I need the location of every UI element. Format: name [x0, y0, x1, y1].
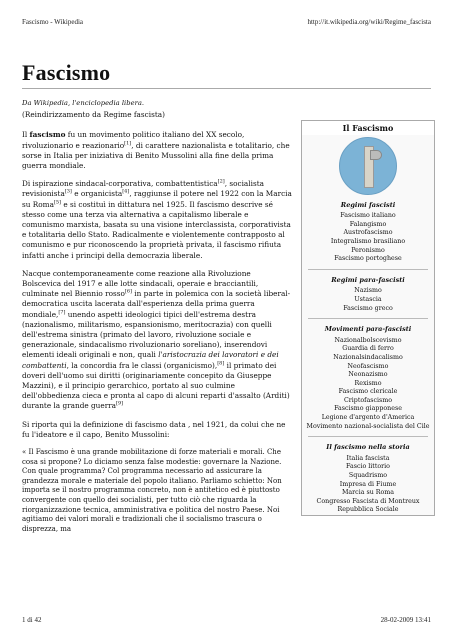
infobox-link[interactable]: Ustascia [354, 295, 382, 303]
citation-link[interactable]: [1] [124, 140, 132, 147]
citation-link[interactable]: [7] [58, 309, 66, 316]
infobox [301, 120, 435, 516]
infobox-link[interactable]: Criptofascismo [343, 396, 393, 404]
print-timestamp: 28-02-2009 13:41 [380, 616, 431, 624]
italic-phrase: l'aristocrazia dei lavoratori e dei combattenti [22, 350, 279, 370]
infobox-link[interactable]: Nazionalsindacalismo [333, 353, 403, 361]
citation-link[interactable]: [6] [124, 288, 132, 295]
citation-link[interactable]: [3] [64, 189, 72, 195]
title-divider [22, 88, 431, 89]
infobox-link[interactable]: Fascismo portoghese [334, 255, 402, 263]
infobox-link[interactable]: Legione d'argento d'America [321, 414, 415, 422]
article-subtitle: Da Wikipedia, l'enciclopedia libera. [22, 99, 145, 107]
infobox-link[interactable]: Congresso Fascista di Montreux [316, 497, 420, 505]
infobox-link[interactable]: Fascismo greco [343, 304, 393, 312]
paragraph-3: Nacque contemporaneamente come reazione alla Rivoluzione Bolscevica del 1917 e alle lotte sindacali, operaie e bracciantili, culminate nel Biennio rosso[6] in parte in polemica con la società liberal-democratica uscita lacerata dall'esperienza della prima guerra mondiale,[7] unendo aspetti ideologici tipici dell'estrema destra (nazionalismo, militarismo, espansionismo, meritocrazia) con quelli dell'estrema sinistra (primato del lavoro, rivoluzione sociale e generazionale, sindacalismo rivoluzionario soreliano), inserendovi elementi ideali originali e non, quali l'aristocrazia dei lavoratori e dei combattenti, la concordia fra le classi (organicismo),[8] il primato dei doveri dell'uomo sui diritti (originariamente concepito da Giuseppe Mazzini), e il principio gerarchico, portato al suo culmine dell'obbedienza cieca e pronta al capo di alcuni reparti d'assalto (Arditi) durante la grande guerra[9] [22, 268, 291, 411]
infobox-link[interactable]: Fascismo italiano [340, 212, 396, 220]
citation-link[interactable]: [4] [122, 189, 130, 195]
infobox-link[interactable]: Marcia su Roma [341, 489, 395, 497]
bold-term: fascismo [29, 130, 66, 140]
article-body [22, 98, 292, 542]
infobox-link[interactable]: Fascio littorio [346, 463, 390, 471]
fasces-emblem-icon[interactable] [339, 137, 397, 195]
infobox-link[interactable]: Nazionalbolscevismo [334, 336, 402, 344]
article-title: Fascismo [22, 60, 111, 85]
infobox-link[interactable]: Rexismo [354, 379, 382, 387]
page-header [22, 18, 431, 30]
infobox-link[interactable]: Fascismo clericale [338, 388, 398, 396]
infobox-title: Il Fascismo [302, 121, 434, 135]
infobox-link[interactable]: Movimento nazional-socialista del Cile [306, 422, 430, 430]
infobox-separator [308, 436, 428, 437]
infobox-section-heading: Il fascismo nella storia [326, 443, 410, 452]
infobox-link[interactable]: Neofascismo [347, 362, 389, 370]
header-url: http://it.wikipedia.org/wiki/Regime_fascista [307, 18, 431, 26]
redirect-note: (Reindirizzamento da Regime fascista) [22, 110, 165, 120]
infobox-link[interactable]: Peronismo [351, 246, 385, 254]
infobox-link[interactable]: Italia fascista [346, 454, 390, 462]
infobox-sections [302, 201, 434, 515]
infobox-link[interactable]: Integralismo brasiliano [330, 237, 406, 245]
paragraph-4: Si riporta qui la definizione di fascismo data , nel 1921, da colui che ne fu l'ideatore e il capo, Benito Mussolini: [22, 419, 286, 439]
paragraph-2: Di ispirazione sindacal-corporativa, combattentistica[2], socialista revisionista[3] e organicista[4], raggiunse il potere nel 1922 con la Marcia su Roma[5] e si costituì in dittatura nel 1925. Il fascismo descrive sé stesso come una terza via alternativa a capitalismo liberale e comunismo marxista, basata su una visione interclassista, corporativista e totalitaria dello Stato. Radicalmente e violentemente contrapposto al comunismo e pur riconoscendo la proprietà privata, il fascismo rifiuta infatti anche i principi della democrazia liberale. [22, 178, 292, 260]
infobox-link[interactable]: Neonazismo [348, 371, 388, 379]
infobox-section-heading: Regimi para-fascisti [331, 275, 405, 284]
citation-link[interactable]: [8] [217, 360, 225, 367]
infobox-link[interactable]: Repubblica Sociale [337, 506, 399, 514]
infobox-link[interactable]: Falangismo [349, 220, 387, 228]
paragraph-1: Il fascismo fu un movimento politico italiano del XX secolo, rivoluzionario e reazionario[1], di carattere nazionalista e totalitario, che sorse in Italia per iniziativa di Benito Mussolini alla fine della prima guerra mondiale. [22, 130, 290, 171]
fasces-axe [370, 150, 382, 160]
citation-link[interactable]: [5] [53, 199, 62, 206]
infobox-section-heading: Movimenti para-fascisti [324, 325, 412, 334]
infobox-link[interactable]: Impresa di Fiume [339, 480, 397, 488]
page-number: 1 di 42 [22, 616, 42, 624]
infobox-separator [308, 269, 428, 270]
infobox-link[interactable]: Fascismo giapponese [334, 405, 402, 413]
mussolini-quote: « Il Fascismo è una grande mobilitazione di forze materiali e morali. Che cosa si propone? Lo diciamo senza false modestie: governare la Nazione. Con quale programma? Col programma necessario ad assicurare la grandezza morale e materiale del popolo italiano. Parliamo schietto: Non importa se il nostro programma concreto, non è antitetico ed è piuttosto convergente con quello dei socialisti, per tutto ciò che riguarda la riorganizzazione tecnica, amministrativa e politica del nostro Paese. Noi agitiamo dei valori morali e tradizionali che il socialismo trascura o disprezza, ma [22, 448, 282, 533]
citation-link[interactable]: [2] [217, 178, 225, 185]
infobox-link[interactable]: Squadrismo [348, 472, 388, 480]
infobox-section-heading: Regimi fascisti [340, 200, 396, 209]
citation-link[interactable]: [9] [116, 401, 124, 408]
infobox-link[interactable]: Guardia di ferro [342, 345, 394, 353]
header-page-title: Fascismo - Wikipedia [22, 18, 84, 26]
infobox-link[interactable]: Austrofascismo [343, 229, 393, 237]
page-footer [22, 616, 431, 628]
infobox-link[interactable]: Nazismo [354, 287, 382, 295]
infobox-separator [308, 318, 428, 319]
